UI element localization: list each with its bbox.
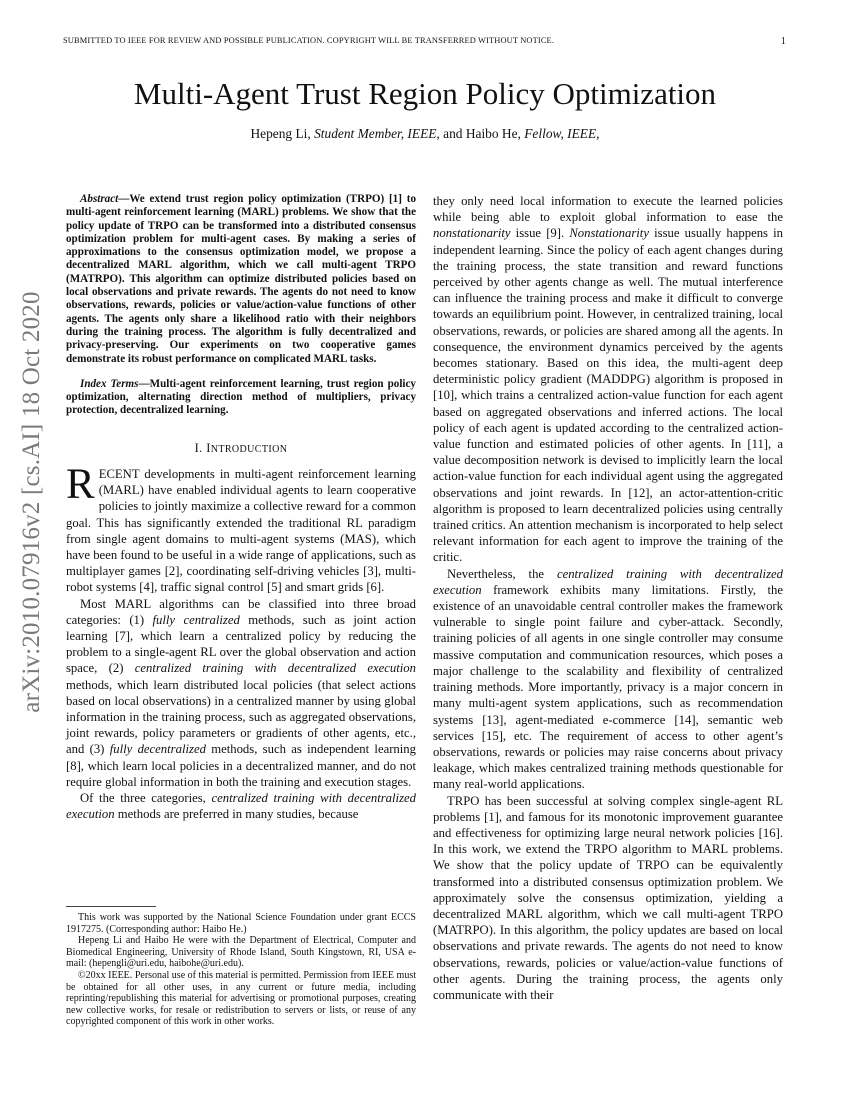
author-line [0, 126, 850, 142]
drop-cap: R [66, 460, 95, 508]
section-rest: NTRODUCTION [210, 443, 288, 455]
index-terms-text: —Multi-agent reinforcement learning, trust region policy optimization, alternating direction method of multipliers, privacy protection, decentralized learning. [66, 377, 416, 417]
p2-c: methods, such as joint action learning [7], which learn a centralized policy by reducing the problem to a single-agent RL over the global observation and action space, (2) [66, 612, 416, 676]
author-1: Hepeng Li, [250, 126, 311, 141]
right-paragraph-2 [433, 566, 783, 793]
author-conjunction: and [443, 126, 463, 141]
p3-a: Of the three categories, [80, 791, 212, 806]
p2-f: fully decentralized [109, 742, 206, 757]
intro-paragraph-1 [66, 460, 416, 596]
index-terms-label: Index Terms [80, 377, 139, 390]
r1-c: issue [9]. [510, 226, 570, 241]
abstract [66, 193, 416, 366]
author-2: Haibo He, [465, 126, 521, 141]
p2-a: Most MARL algorithms can be classified into three broad categories: (1) [66, 596, 416, 627]
r1-b: nonstationarity [433, 226, 511, 241]
p2-e: methods, which learn distributed local policies (that select actions based on local observations) in a centralized manner by using global information in the training process, such as aggregated observations, joint rewards, policy parameters or gradients of other agents, etc., and (3) [66, 677, 416, 757]
section-numeral: I. [194, 440, 207, 455]
footnotes [66, 912, 416, 1028]
page-number: 1 [780, 36, 786, 47]
r1-d: Nonstationarity [569, 226, 649, 241]
author-1-role: Student Member, IEEE, [314, 126, 440, 141]
p2-g: methods, such as independent learning [8], which learn local policies in a decentralized manner, and do not require global information in both the training and execution stages. [66, 742, 416, 789]
p3-c: methods are preferred in many studies, because [114, 807, 359, 822]
footnote-1: This work was supported by the National Science Foundation under grant ECCS 1917275. (Corresponding author: Haibo He.) [66, 912, 416, 935]
left-column [66, 193, 416, 822]
r1-e: issue usually happens in independent learning. Since the policy of each agent changes during the training process, the state transition and reward functions perceived by other agents change as well. The mutual interference can influence the training process and make it difficult to converge towards an equilibrium point. However, in centralized training, local observations, rewards, or policies are shared among all the agents. In consequence, the environment dynamics perceived by the agents becomes stationary. Based on this idea, the multi-agent deep deterministic policy gradient (MADDPG) algorithm is proposed in [10], which trains a centralized action-value function for each agent based on aggregated observations and inferred actions. The local policy of each agent is updated according to the centralized action-value function and estimated policies of other agents. In [11], a value decomposition network is devised to implicitly learn the local action-value function for each individual agent using the aggregated observations and joint rewards. In [12], an actor-attention-critic algorithm is proposed to learn decentralized policies using centrally trained critics. An attention mechanism is incorporated to help select relevant information for each agent to improve the training of the critic. [433, 226, 783, 565]
arxiv-stamp-text: arXiv:2010.07916v2 [cs.AI] 18 Oct 2020 [18, 291, 45, 713]
footnote-3: ©20xx IEEE. Personal use of this material is permitted. Permission from IEEE must be obtained for all other uses, in any current or future media, including reprinting/republishing this material for advertising or promotional purposes, creating new collective works, for resale or redistribution to servers or lists, or reuse of any copyrighted component of this work in other works. [66, 969, 416, 1028]
intro-paragraph-2 [66, 596, 416, 790]
footnote-2: Hepeng Li and Haibo He were with the Department of Electrical, Computer and Biomedical Engineering, University of Rhode Island, South Kingstown, RI, USA e-mail: (hepengli@uri.edu, haibohe@uri.edu). [66, 935, 416, 970]
arxiv-stamp [10, 292, 54, 712]
abstract-text: —We extend trust region policy optimization (TRPO) [1] to multi-agent reinforcement learning (MARL) problems. We show that the policy update of TRPO can be transformed into a distributed consensus optimization problem for multi-agent cases. By making a series of approximations to the consensus optimization model, we propose a decentralized MARL algorithm, which we call multi-agent TRPO (MATRPO). This algorithm can optimize distributed policies based on local observations and private rewards. The agents do not need to know observations, rewards, policies or value/action-value functions of other agents. The agents only share a likelihood ratio with their neighbors during the training process. The algorithm is fully decentralized and privacy-preserving. Our experiments on two cooperative games demonstrate its robust performance on complicated MARL tasks. [66, 193, 416, 365]
footnote-rule [66, 906, 156, 907]
index-terms [66, 378, 416, 418]
section-first-letter: I [206, 440, 211, 455]
running-header [63, 36, 786, 45]
p2-d: centralized training with decentralized execution [134, 661, 416, 676]
author-2-role: Fellow, IEEE, [524, 126, 600, 141]
r2-b: centralized training with decentralized execution [433, 566, 783, 597]
p2-b: fully centralized [152, 612, 240, 627]
right-column [433, 193, 783, 1003]
intro-paragraph-3 [66, 790, 416, 822]
section-heading-introduction [66, 440, 416, 458]
right-paragraph-3: TRPO has been successful at solving complex single-agent RL problems [1], and famous for its monotonic improvement guarantee and effectiveness for optimizing large neural network policies [16]. In this work, we extend the TRPO algorithm to MARL problems. We show that the policy update of TRPO can be equivalently transformed into a distributed consensus optimization problem. We approximately solve the consensus optimization, yielding a decentralized MARL algorithm, which we call multi-agent TRPO (MATRPO). In this algorithm, the policy updates are based on local observations and private rewards. The agents do not need to know observations, rewards, policies or value/action-value functions of other agents. During the training process, the agents only communicate with their [433, 793, 783, 1002]
right-paragraph-1 [433, 193, 783, 566]
intro-paragraph-1-text: ECENT developments in multi-agent reinforcement learning (MARL) have enabled individual agents to learn cooperative policies to jointly maximize a collective reward for a common goal. This has significantly extended the traditional RL paradigm from single agent domains to multi-agent systems (MAS), which have been found to be useful in a wide range of applications, such as multiplayer games [2], coordinating self-driving vehicles [3], multi-robot systems [4], traffic signal control [5] and smart grids [6]. [66, 466, 416, 595]
abstract-label: Abstract [80, 193, 119, 205]
r1-a: they only need local information to execute the learned policies while being able to exploit global information to ease the [433, 194, 783, 225]
p3-b: centralized training with decentralized execution [66, 791, 416, 822]
paper-title: Multi-Agent Trust Region Policy Optimization [133, 76, 717, 111]
r2-c: framework exhibits many limitations. Firstly, the existence of an unavoidable central controller makes the framework vulnerable to single point failure and cyber-attack. Secondly, training policies of all agents in one single controller may consume massive computation and communication resources, which poses a major challenge to the scalability and flexibility of centralized training methods. More importantly, privacy is a major concern in many multi-agent system applications, such as recommendation systems [13], agent-mediated e-commerce [14], semantic web services [15], etc. The requirement of access to other agent’s observations, rewards or policies may raise concerns about privacy leakage, which makes centralized training methods questionable for many real-world applications. [433, 582, 783, 792]
header-notice: SUBMITTED TO IEEE FOR REVIEW AND POSSIBLE PUBLICATION. COPYRIGHT WILL BE TRANSFERRED WITHOUT NOTICE. [63, 36, 555, 45]
r2-a: Nevertheless, the [447, 566, 557, 581]
